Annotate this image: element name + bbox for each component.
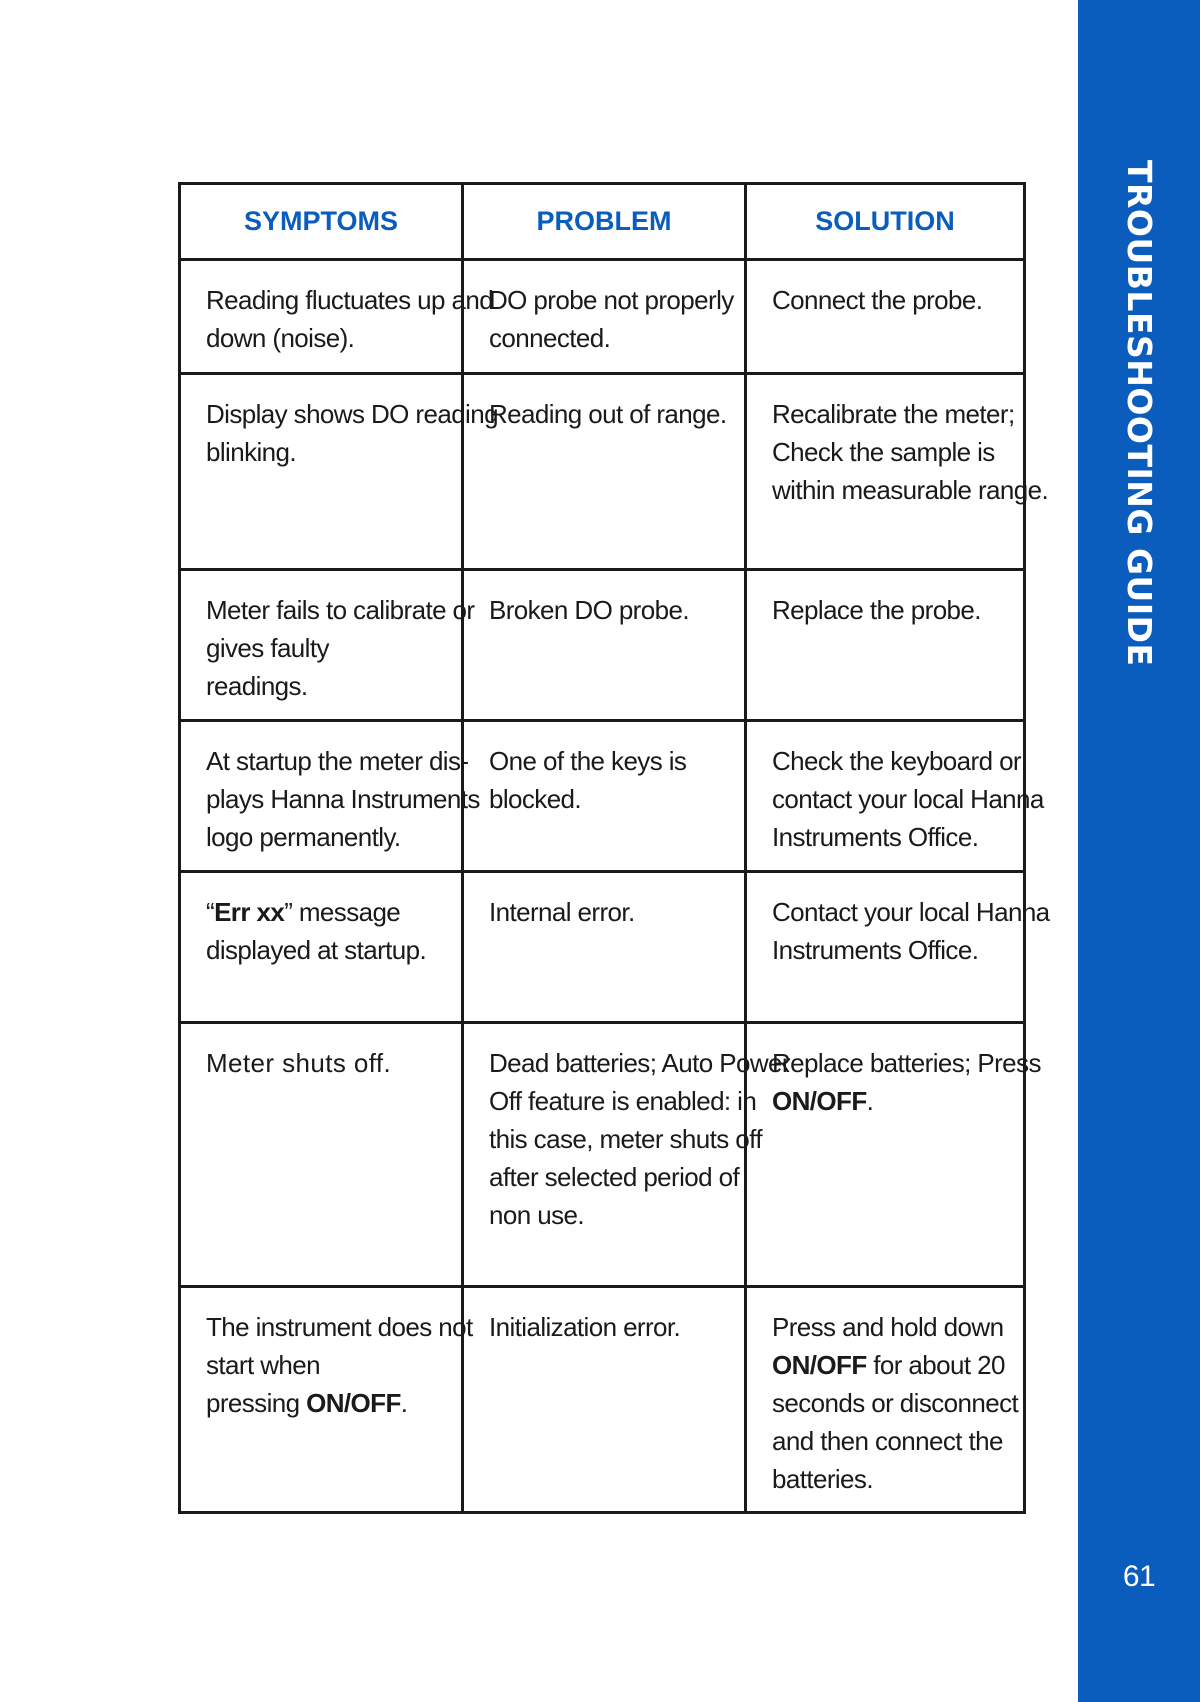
cell-text	[772, 1082, 1011, 1120]
error-code: Err xx	[214, 897, 285, 927]
cell-text: Connect the probe.	[772, 285, 983, 315]
cell-text: One of the keys is	[489, 746, 687, 776]
solution-cell	[746, 374, 1049, 570]
cell-text: At startup the meter dis-	[206, 746, 469, 776]
solution-cell	[746, 872, 1050, 1023]
solution-cell	[746, 721, 1044, 872]
cell-text: non use.	[489, 1200, 584, 1230]
cell-text: seconds or disconnect	[772, 1388, 1019, 1418]
cell-text: DO probe not properly	[489, 285, 734, 315]
problem-cell	[463, 872, 746, 1023]
troubleshooting-table	[178, 182, 1050, 1514]
cell-text: gives faulty	[206, 633, 329, 663]
solution-cell	[746, 1023, 1041, 1287]
header-solution: SOLUTION	[746, 184, 1025, 260]
cell-text: Reading fluctuates up and	[206, 285, 494, 315]
cell-text: displayed at startup.	[206, 935, 427, 965]
cell-text: blocked.	[489, 784, 582, 814]
symptom-cell	[180, 721, 480, 872]
table-row	[180, 1287, 1025, 1513]
cell-text	[206, 893, 449, 931]
cell-text: blinking.	[206, 437, 296, 467]
open-quote: “	[206, 897, 215, 927]
problem-cell	[463, 260, 746, 374]
solution-cell	[746, 260, 1025, 374]
cell-text: The instrument does not	[206, 1312, 473, 1342]
table-header-row	[180, 184, 1025, 260]
problem-cell	[463, 374, 746, 570]
symptom-cell	[180, 1023, 463, 1287]
cell-text: Instruments Office.	[772, 935, 979, 965]
cell-text: Instruments Office.	[772, 822, 979, 852]
table-row	[180, 872, 1025, 1023]
cell-text: Broken DO probe.	[489, 595, 689, 625]
cell-text: batteries.	[772, 1464, 873, 1494]
table-row	[180, 260, 1025, 374]
problem-cell	[463, 1287, 746, 1513]
cell-text: Press and hold down	[772, 1312, 1004, 1342]
cell-text: within measurable range.	[772, 475, 1049, 505]
message-text: ” message	[284, 897, 401, 927]
cell-text: Replace the probe.	[772, 595, 981, 625]
cell-text: after selected period of	[489, 1162, 740, 1192]
cell-text: Display shows DO reading	[206, 399, 498, 429]
cell-text: Reading out of range.	[489, 399, 727, 429]
header-problem: PROBLEM	[463, 184, 746, 260]
text-fragment: pressing	[206, 1388, 307, 1418]
cell-text: start when	[206, 1350, 320, 1380]
cell-text: and then connect the	[772, 1426, 1003, 1456]
problem-cell	[463, 570, 746, 721]
cell-text: connected.	[489, 323, 611, 353]
table-row	[180, 570, 1025, 721]
cell-text	[206, 1384, 449, 1422]
cell-text: Check the keyboard or	[772, 746, 1021, 776]
cell-text: Replace batteries; Press	[772, 1048, 1041, 1078]
cell-text: plays Hanna Instruments	[206, 784, 480, 814]
table-row	[180, 721, 1025, 872]
cell-text: Check the sample is	[772, 437, 995, 467]
symptom-cell	[180, 872, 463, 1023]
cell-text: Off feature is enabled: in	[489, 1086, 757, 1116]
cell-text: Recalibrate the meter;	[772, 399, 1015, 429]
symptom-cell	[180, 570, 475, 721]
cell-text: readings.	[206, 671, 308, 701]
section-title: TROUBLESHOOTING GUIDE	[1120, 160, 1159, 667]
cell-text: logo permanently.	[206, 822, 401, 852]
cell-text: Internal error.	[489, 897, 635, 927]
problem-cell	[463, 721, 746, 872]
cell-text: Meter shuts off.	[206, 1048, 392, 1078]
header-symptoms: SYMPTOMS	[180, 184, 463, 260]
symptom-cell	[180, 374, 498, 570]
solution-cell	[746, 1287, 1025, 1513]
text-fragment: for about 20	[866, 1350, 1005, 1380]
cell-text: this case, meter shuts off	[489, 1124, 762, 1154]
cell-text: down (noise).	[206, 323, 355, 353]
cell-text	[772, 1346, 1011, 1384]
cell-text: contact your local Hanna	[772, 784, 1044, 814]
key-name: ON/OFF	[306, 1388, 401, 1418]
punctuation: .	[866, 1086, 874, 1116]
cell-text: Contact your local Hanna	[772, 897, 1050, 927]
page-number: 61	[1122, 1560, 1156, 1593]
cell-text: Initialization error.	[489, 1312, 681, 1342]
key-name: ON/OFF	[772, 1086, 867, 1116]
key-name: ON/OFF	[772, 1350, 867, 1380]
cell-text: Meter fails to calibrate or	[206, 595, 475, 625]
problem-cell	[463, 1023, 790, 1287]
symptom-cell	[180, 1287, 473, 1513]
table-row	[180, 374, 1025, 570]
cell-text: Dead batteries; Auto Power	[489, 1048, 790, 1078]
symptom-cell	[180, 260, 494, 374]
solution-cell	[746, 570, 1025, 721]
punctuation: .	[400, 1388, 408, 1418]
table-row	[180, 1023, 1025, 1287]
